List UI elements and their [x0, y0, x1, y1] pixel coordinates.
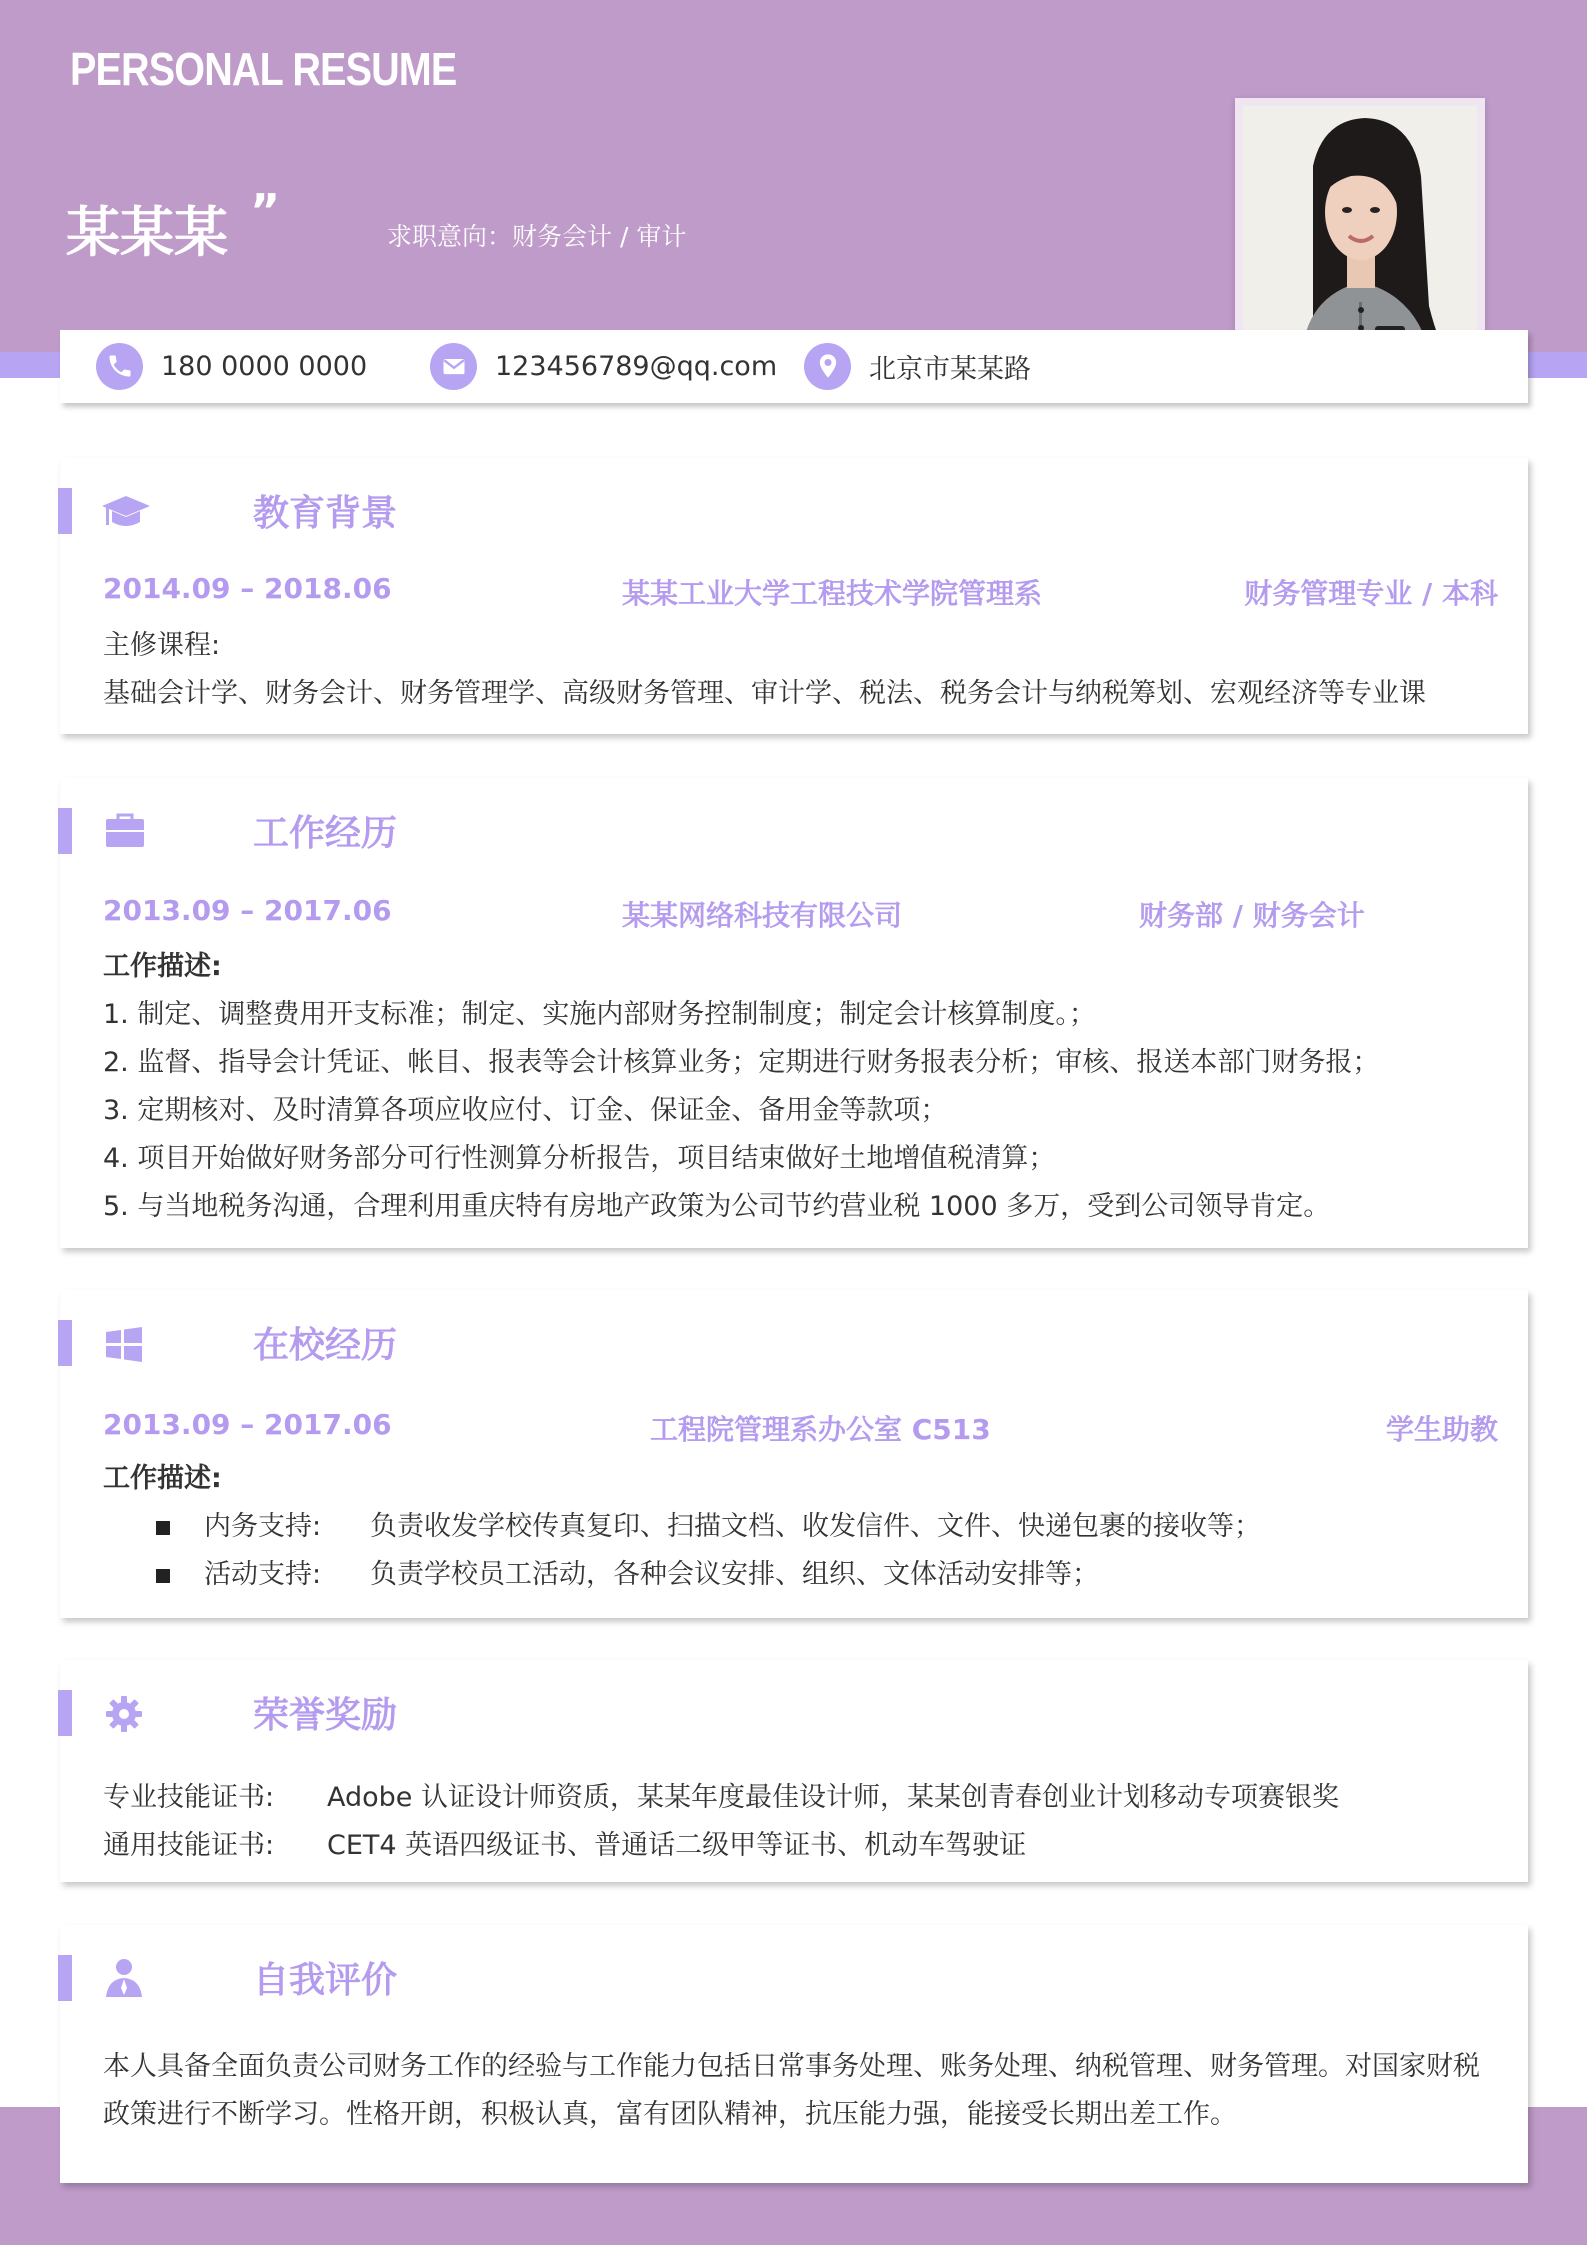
briefcase-icon: [100, 810, 150, 854]
work-item: 3. 定期核对、及时清算各项应收应付、订金、保证金、备用金等款项；: [103, 1095, 948, 1126]
profile-photo: [1235, 98, 1485, 368]
quote-mark: ”: [250, 184, 281, 238]
self-evaluation-text: 本人具备全面负责公司财务工作的经验与工作能力包括日常事务处理、账务处理、纳税管理、财务管理。对国家财税政策进行不断学习。性格开朗，积极认真，富有团队精神，抗压能力强，能接受长期出差工作。: [103, 2051, 1480, 2130]
company-name: 某某网络科技有限公司: [622, 899, 903, 932]
honor-text: CET4 英语四级证书、普通话二级甲等证书、机动车驾驶证: [327, 1830, 1027, 1861]
work-item: 4. 项目开始做好财务部分可行性测算分析报告，项目结束做好土地增值税清算；: [103, 1143, 1056, 1174]
campus-desc-label: 工作描述:: [103, 1463, 222, 1494]
campus-item-label: 活动支持:: [204, 1559, 322, 1590]
bullet-square-icon: [156, 1521, 170, 1535]
campus-section: [60, 1290, 1528, 1618]
campus-item: [156, 1504, 1261, 1543]
contact-phone: [96, 341, 367, 391]
self-evaluation-section: [60, 1925, 1528, 2183]
work-period: 2013.09 – 2017.06: [103, 894, 392, 927]
applicant-name: 某某某: [66, 201, 228, 264]
work-item: 1. 制定、调整费用开支标准；制定、实施内部财务控制制度；制定会计核算制度。；: [103, 999, 1096, 1030]
honor-item: [103, 1775, 1339, 1814]
campus-item: [156, 1552, 1099, 1591]
honor-label: 通用技能证书:: [103, 1830, 275, 1861]
school-name: 某某工业大学工程技术学院管理系: [622, 577, 1043, 610]
course-label: 主修课程:: [103, 630, 221, 661]
phone-icon: [96, 343, 143, 390]
portrait-image: [1243, 106, 1477, 360]
location-pin-icon: [804, 343, 851, 390]
honor-label: 专业技能证书:: [103, 1782, 275, 1813]
campus-item-text: 负责收发学校传真复印、扫描文档、收发信件、文件、快递包裹的接收等；: [370, 1511, 1261, 1542]
education-section: [60, 458, 1528, 734]
section-title: 工作经历: [253, 813, 398, 854]
job-intent: 求职意向：财务会计 / 审计: [387, 222, 687, 251]
campus-place: 工程院管理系办公室 C513: [650, 1413, 991, 1446]
work-section: [60, 778, 1528, 1248]
honor-text: Adobe 认证设计师资质，某某年度最佳设计师，某某创青春创业计划移动专项赛银奖: [327, 1782, 1339, 1813]
left-accent-strip: [0, 352, 60, 378]
contact-email: [430, 341, 777, 391]
campus-period: 2013.09 – 2017.06: [103, 1408, 392, 1441]
section-title: 自我评价: [253, 1960, 398, 2001]
windows-grid-icon: [100, 1322, 150, 1366]
contact-address: [804, 341, 1031, 391]
section-marker: [58, 1690, 72, 1736]
section-title: 在校经历: [253, 1325, 398, 1366]
honor-item: [103, 1823, 1026, 1862]
major: 财务管理专业 / 本科: [1244, 577, 1498, 610]
person-icon: [100, 1957, 150, 2001]
honors-section: [60, 1660, 1528, 1882]
position: 财务部 / 财务会计: [1139, 899, 1365, 932]
phone-number: 180 0000 0000: [161, 350, 368, 382]
campus-role: 学生助教: [1385, 1413, 1498, 1446]
section-title: 教育背景: [253, 493, 398, 534]
gear-icon: [100, 1692, 150, 1736]
course-list: 基础会计学、财务会计、财务管理学、高级财务管理、审计学、税法、税务会计与纳税筹划、宏观经济等专业课: [103, 678, 1426, 709]
contact-bar: [60, 330, 1528, 403]
envelope-icon: [430, 343, 477, 390]
work-item: 5. 与当地税务沟通，合理利用重庆特有房地产政策为公司节约营业税 1000 多万，受到公司领导肯定。: [103, 1191, 1331, 1222]
section-marker: [58, 1955, 72, 2001]
section-title: 荣誉奖励: [253, 1695, 398, 1736]
education-period: 2014.09 – 2018.06: [103, 572, 392, 605]
work-desc-label: 工作描述:: [103, 951, 222, 982]
bullet-square-icon: [156, 1569, 170, 1583]
section-marker: [58, 808, 72, 854]
work-item: 2. 监督、指导会计凭证、帐目、报表等会计核算业务；定期进行财务报表分析；审核、报送本部门财务报；: [103, 1047, 1380, 1078]
section-marker: [58, 488, 72, 534]
email-address: 123456789@qq.com: [495, 350, 778, 382]
section-marker: [58, 1320, 72, 1366]
resume-title: PERSONAL RESUME: [70, 43, 457, 95]
address: 北京市某某路: [869, 353, 1031, 385]
graduation-cap-icon: [100, 490, 150, 534]
right-accent-strip: [1528, 352, 1587, 378]
campus-item-label: 内务支持:: [204, 1511, 322, 1542]
campus-item-text: 负责学校员工活动，各种会议安排、组织、文体活动安排等；: [370, 1559, 1099, 1590]
